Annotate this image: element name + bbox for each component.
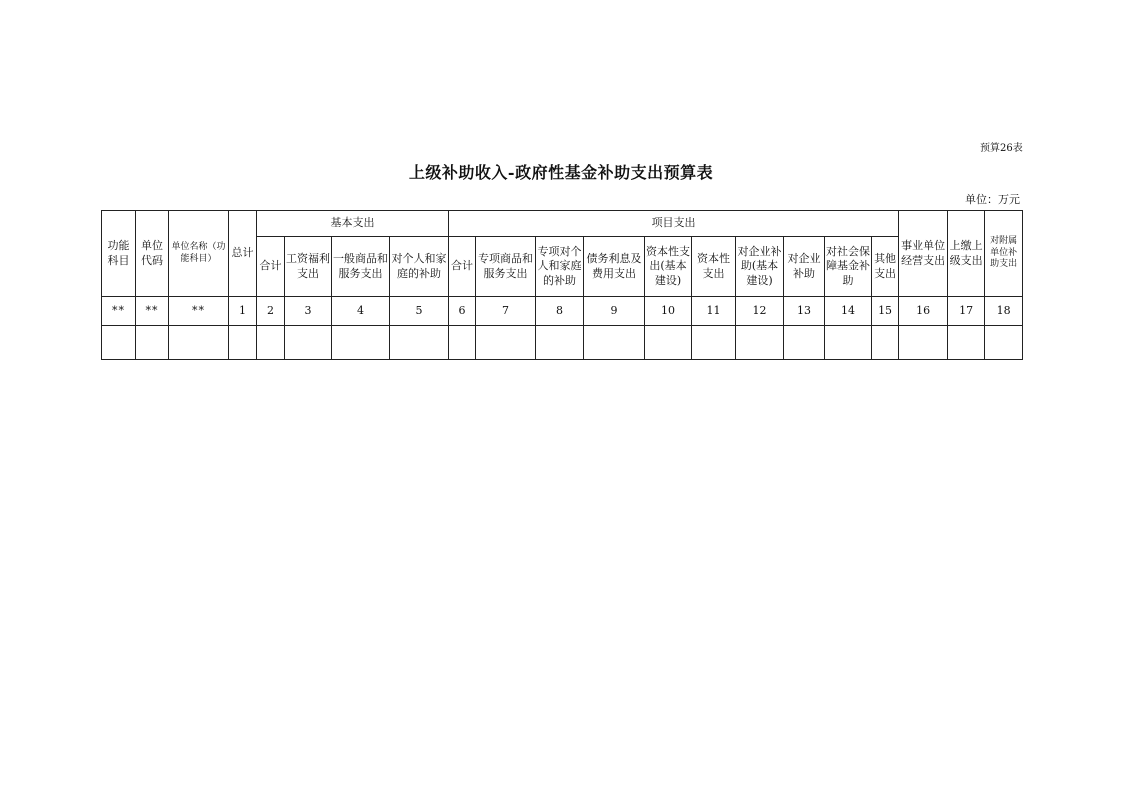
header-paid-up: 上缴上级支出 [948, 211, 985, 297]
header-basic-expenditure: 基本支出 [257, 211, 449, 237]
index-cell: 7 [476, 297, 536, 326]
index-cell: 18 [985, 297, 1023, 326]
unit-label: 单位：万元 [965, 193, 1020, 206]
data-cell [257, 326, 285, 360]
data-cell [584, 326, 645, 360]
header-goods-services: 一般商品和服务支出 [332, 237, 390, 297]
budget-table [101, 210, 1023, 360]
data-cell [948, 326, 985, 360]
index-cell: 10 [645, 297, 692, 326]
index-row [102, 297, 1023, 326]
index-cell: 2 [257, 297, 285, 326]
header-debt-interest: 债务利息及费用支出 [584, 237, 645, 297]
data-cell [102, 326, 136, 360]
data-row-empty [102, 326, 1023, 360]
header-capital-construction: 资本性支出(基本建设) [645, 237, 692, 297]
data-cell [332, 326, 390, 360]
index-cell: 12 [736, 297, 784, 326]
header-wages: 工资福利支出 [285, 237, 332, 297]
header-capital: 资本性支出 [692, 237, 736, 297]
table-number: 预算26表 [980, 143, 1023, 154]
header-unit-code: 单位代码 [136, 211, 169, 297]
index-cell: 14 [825, 297, 872, 326]
header-special-individuals: 专项对个人和家庭的补助 [536, 237, 584, 297]
header-affiliated-subsidy: 对附属单位补助支出 [985, 211, 1023, 297]
data-cell [784, 326, 825, 360]
data-cell [536, 326, 584, 360]
data-cell [825, 326, 872, 360]
header-enterprise-subsidy: 对企业补助 [784, 237, 825, 297]
header-other: 其他支出 [872, 237, 899, 297]
index-cell: 9 [584, 297, 645, 326]
header-unit-name: 单位名称（功能科目） [169, 211, 229, 297]
index-cell: ** [102, 297, 136, 326]
index-cell: 3 [285, 297, 332, 326]
header-business-expenditure: 事业单位经营支出 [899, 211, 948, 297]
data-cell [736, 326, 784, 360]
index-cell: 15 [872, 297, 899, 326]
index-cell: ** [136, 297, 169, 326]
data-cell [285, 326, 332, 360]
index-cell: 13 [784, 297, 825, 326]
data-cell [985, 326, 1023, 360]
index-cell: 8 [536, 297, 584, 326]
data-cell [899, 326, 948, 360]
data-cell [229, 326, 257, 360]
index-cell: 5 [390, 297, 449, 326]
data-cell [449, 326, 476, 360]
data-cell [645, 326, 692, 360]
index-cell: 11 [692, 297, 736, 326]
data-cell [476, 326, 536, 360]
index-cell: 1 [229, 297, 257, 326]
data-cell [872, 326, 899, 360]
page-title: 上级补助收入-政府性基金补助支出预算表 [408, 163, 714, 182]
header-basic-subtotal: 合计 [257, 237, 285, 297]
data-cell [390, 326, 449, 360]
index-cell: ** [169, 297, 229, 326]
header-project-expenditure: 项目支出 [449, 211, 899, 237]
header-special-goods: 专项商品和服务支出 [476, 237, 536, 297]
header-individual-subsidy: 对个人和家庭的补助 [390, 237, 449, 297]
index-cell: 17 [948, 297, 985, 326]
header-project-subtotal: 合计 [449, 237, 476, 297]
data-cell [692, 326, 736, 360]
data-cell [169, 326, 229, 360]
index-cell: 16 [899, 297, 948, 326]
index-cell: 6 [449, 297, 476, 326]
index-cell: 4 [332, 297, 390, 326]
header-func-subject: 功能科目 [102, 211, 136, 297]
header-social-security: 对社会保障基金补助 [825, 237, 872, 297]
data-cell [136, 326, 169, 360]
header-enterprise-construction: 对企业补助(基本建设) [736, 237, 784, 297]
header-total: 总计 [229, 211, 257, 297]
